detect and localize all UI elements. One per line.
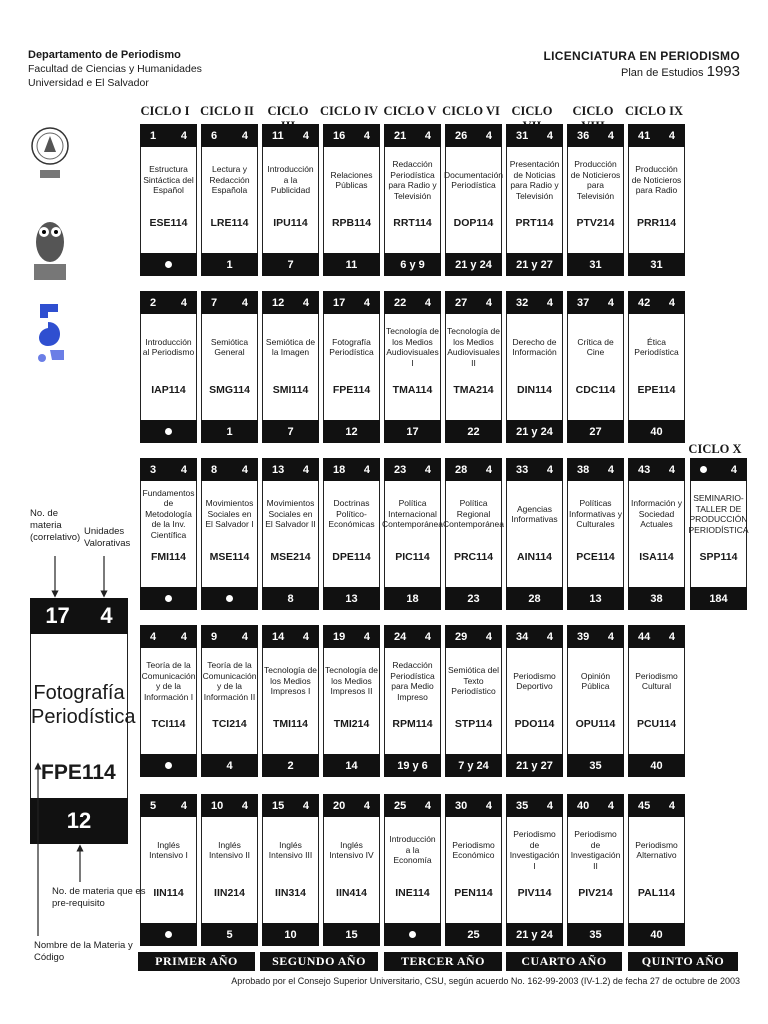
subject-credit-units: 4 xyxy=(302,630,309,643)
subject-number: 15 xyxy=(272,799,285,812)
subject-credit-units: 4 xyxy=(241,630,248,643)
subject-code: PRC114 xyxy=(453,551,494,563)
subject-number: 37 xyxy=(577,296,590,309)
subject-prerequisite: 35 xyxy=(567,923,624,946)
subject-number: 24 xyxy=(394,630,407,643)
subject-name: Inglés Intensivo III xyxy=(268,839,313,860)
subject-number: 17 xyxy=(333,296,346,309)
subject-credit-units: 4 xyxy=(424,630,431,643)
subject-number: 33 xyxy=(516,463,529,476)
subject-credit-units: 4 xyxy=(607,463,614,476)
subject-number: 25 xyxy=(394,799,407,812)
subject-name: Periodismo Alternativo xyxy=(635,839,678,860)
subject-number: 19 xyxy=(333,630,346,643)
subject-number: 27 xyxy=(455,296,468,309)
subject-number: 44 xyxy=(638,630,651,643)
subject-number: 4 xyxy=(150,630,157,643)
subject-name: Introducción a la Economía xyxy=(389,834,436,866)
subject-number: 18 xyxy=(333,463,346,476)
subject-number: 8 xyxy=(211,463,218,476)
legend-label-name-code: Nombre de la Materia y Código xyxy=(34,940,133,963)
subject-credit-units: 4 xyxy=(607,799,614,812)
year-bar-3: TERCER AÑO xyxy=(384,952,502,971)
subject-prerequisite: 21 y 24 xyxy=(506,923,563,946)
subject-code: PIC114 xyxy=(395,551,430,563)
subject-credit-units: 4 xyxy=(424,129,431,142)
legend-label-units: Unidades Valorativas xyxy=(84,526,131,549)
subject-code: EPE114 xyxy=(637,384,676,396)
subject-number: 9 xyxy=(211,630,218,643)
subject-name: Fotografía Periodística xyxy=(329,336,374,357)
subject-prerequisite: 12 xyxy=(323,420,380,443)
subject-credit-units: 4 xyxy=(180,296,187,309)
subject-name: Ética Periodística xyxy=(634,336,679,357)
subject-code: IIN414 xyxy=(336,887,367,899)
subject-code: MSE114 xyxy=(209,551,250,563)
subject-name: Teoría de la Comunicación y de la Información II xyxy=(202,660,257,702)
cycle-header-1: CICLO I xyxy=(140,104,190,118)
subject-name: Tecnología de los Medios Impresos I xyxy=(264,665,317,697)
subject-number: 29 xyxy=(455,630,468,643)
subject-prerequisite: 6 y 9 xyxy=(384,253,441,276)
subject-number: 14 xyxy=(272,630,285,643)
subject-prerequisite: 31 xyxy=(628,253,685,276)
subject-number: 32 xyxy=(516,296,529,309)
department-name: Departamento de Periodismo xyxy=(28,49,181,61)
subject-credit-units: 4 xyxy=(241,129,248,142)
subject-code: TCI114 xyxy=(151,718,186,730)
legend-subject-name: Fotografía Periodística xyxy=(31,682,136,728)
subject-name: Redacción Periodística para Radio y Televisión xyxy=(388,159,437,201)
plan-label: Plan de Estudios xyxy=(621,67,704,79)
subject-credit-units: 4 xyxy=(668,296,675,309)
subject-name: Información y Sociedad Actuales xyxy=(630,498,683,530)
subject-name: Producción de Noticieros para Televisión xyxy=(570,159,621,201)
subject-name: Periodismo Deportivo xyxy=(513,670,556,691)
subject-code: SMI114 xyxy=(272,384,309,396)
subject-number: 2 xyxy=(150,296,157,309)
subject-name: Tecnología de los Medios Audiovisuales II xyxy=(447,326,500,368)
subject-number: 45 xyxy=(638,799,651,812)
subject-prerequisite: 35 xyxy=(567,754,624,777)
legend-label-number: No. de materia (correlativo) xyxy=(30,508,81,543)
subject-code: FPE114 xyxy=(332,384,371,396)
subject-prerequisite: 8 xyxy=(262,587,319,610)
subject-code: PIV214 xyxy=(578,887,613,899)
subject-name: Inglés Intensivo I xyxy=(149,839,188,860)
subject-credit-units: 4 xyxy=(668,129,675,142)
subject-number: 16 xyxy=(333,129,346,142)
subject-credit-units: 4 xyxy=(363,463,370,476)
subject-prerequisite: 5 xyxy=(201,923,258,946)
subject-credit-units: 4 xyxy=(241,296,248,309)
subject-number: 26 xyxy=(455,129,468,142)
subject-credit-units: 4 xyxy=(668,630,675,643)
subject-name: Crítica de Cine xyxy=(577,336,614,357)
subject-name: Fundamentos de Metodología de la Inv. Científica xyxy=(142,487,195,540)
subject-code: IIN214 xyxy=(214,887,245,899)
legend-subject-number: 17 xyxy=(45,603,70,628)
subject-number: 34 xyxy=(516,630,529,643)
subject-credit-units: 4 xyxy=(424,799,431,812)
subject-code: ESE114 xyxy=(149,217,188,229)
cycle-header-3: CICLO xyxy=(267,104,309,118)
subject-number: 20 xyxy=(333,799,346,812)
subject-number: 23 xyxy=(394,463,407,476)
subject-name: Inglés Intensivo IV xyxy=(329,839,374,860)
subject-code: PEN114 xyxy=(454,887,493,899)
subject-code: PAL114 xyxy=(637,887,676,899)
subject-prerequisite: 27 xyxy=(567,420,624,443)
subject-code: SMG114 xyxy=(209,384,250,396)
subject-credit-units: 4 xyxy=(546,630,553,643)
legend-prerequisite: 12 xyxy=(30,798,128,844)
subject-code: INE114 xyxy=(395,887,430,899)
subject-code: AIN114 xyxy=(516,551,553,563)
subject-name: Periodismo de Investigación I xyxy=(509,829,560,871)
year-bar-5: QUINTO AÑO xyxy=(628,952,738,971)
subject-code: STP114 xyxy=(454,718,493,730)
year-bar-4: CUARTO AÑO xyxy=(506,952,622,971)
subject-code: TMA114 xyxy=(392,384,433,396)
cycle-header-4: CICLO IV xyxy=(320,104,378,118)
subject-prerequisite: 14 xyxy=(323,754,380,777)
subject-code: LRE114 xyxy=(210,217,249,229)
subject-code: MSE214 xyxy=(270,551,311,563)
subject-credit-units: 4 xyxy=(485,463,492,476)
subject-name: Política Regional Contemporánea xyxy=(443,498,504,530)
subject-credit-units: 4 xyxy=(546,463,553,476)
subject-prerequisite: 18 xyxy=(384,587,441,610)
subject-credit-units: 4 xyxy=(180,630,187,643)
subject-code: DIN114 xyxy=(516,384,553,396)
subject-credit-units: 4 xyxy=(302,463,309,476)
subject-prerequisite: 21 y 27 xyxy=(506,253,563,276)
subject-credit-units: 4 xyxy=(546,296,553,309)
subject-credit-units: 4 xyxy=(668,799,675,812)
subject-credit-units: 4 xyxy=(180,129,187,142)
subject-name: Periodismo de Investigación II xyxy=(570,829,621,871)
subject-code: IPU114 xyxy=(273,217,308,229)
subject-prerequisite: 21 y 27 xyxy=(506,754,563,777)
subject-code: PRR114 xyxy=(636,217,677,229)
subject-name: Semiótica General xyxy=(210,336,249,357)
subject-credit-units: 4 xyxy=(241,463,248,476)
subject-number: 21 xyxy=(394,129,407,142)
subject-name: Tecnología de los Medios Audiovisuales I xyxy=(386,326,439,368)
subject-credit-units: 4 xyxy=(302,296,309,309)
subject-number: 41 xyxy=(638,129,651,142)
subject-name: Semiótica del Texto Periodístico xyxy=(447,665,500,697)
subject-number: 36 xyxy=(577,129,590,142)
subject-prerequisite: 25 xyxy=(445,923,502,946)
subject-credit-units: 4 xyxy=(180,463,187,476)
subject-credit-units: 4 xyxy=(485,296,492,309)
subject-code: RPM114 xyxy=(392,718,433,730)
plan-year: 1993 xyxy=(706,63,740,80)
subject-code: SPP114 xyxy=(699,551,738,563)
cycle-header-9: CICLO IX xyxy=(625,104,683,118)
cycle-header-5: CICLO V xyxy=(383,104,437,118)
subject-code: IIN314 xyxy=(275,887,306,899)
subject-credit-units: 4 xyxy=(607,296,614,309)
subject-name: Doctrinas Político-Económicas xyxy=(328,498,375,530)
cycle-header-8: CICLO xyxy=(572,104,614,118)
subject-credit-units: 4 xyxy=(363,630,370,643)
subject-name: Tecnología de los Medios Impresos II xyxy=(325,665,378,697)
subject-name: Redacción Periodística para Medio Impreso xyxy=(390,660,435,702)
subject-name: Opinión Pública xyxy=(580,670,611,691)
subject-name: Periodismo Económico xyxy=(452,839,495,860)
subject-code: RRT114 xyxy=(393,217,432,229)
cycle-header-6: CICLO VI xyxy=(442,104,500,118)
subject-number: 22 xyxy=(394,296,407,309)
subject-name: Producción de Noticieros para Radio xyxy=(631,164,682,196)
subject-name: Relaciones Públicas xyxy=(330,169,373,190)
subject-credit-units: 4 xyxy=(607,129,614,142)
subject-name: Movimientos Sociales en El Salvador I xyxy=(205,498,254,530)
subject-code: TMA214 xyxy=(453,384,494,396)
subject-code: TMI214 xyxy=(333,718,370,730)
subject-prerequisite: 40 xyxy=(628,754,685,777)
subject-name: Teoría de la Comunicación y de la Información I xyxy=(141,660,196,702)
cycle-header-2: CICLO II xyxy=(200,104,254,118)
subject-name: Estructura Sintáctica del Español xyxy=(143,164,194,196)
subject-credit-units: 4 xyxy=(424,296,431,309)
subject-name: Políticas Informativas y Culturales xyxy=(569,498,622,530)
subject-code: PCU114 xyxy=(636,718,677,730)
subject-code: OPU114 xyxy=(575,718,616,730)
subject-prerequisite: 2 xyxy=(262,754,319,777)
subject-name: Agencias Informativas xyxy=(511,503,558,524)
subject-number: 35 xyxy=(516,799,529,812)
subject-number: 7 xyxy=(211,296,218,309)
subject-name: Periodismo Cultural xyxy=(635,670,678,691)
subject-number: 42 xyxy=(638,296,651,309)
subject-prerequisite: 23 xyxy=(445,587,502,610)
subject-number: 5 xyxy=(150,799,157,812)
subject-credit-units: 4 xyxy=(668,463,675,476)
subject-prerequisite: 4 xyxy=(201,754,258,777)
subject-credit-units: 4 xyxy=(485,630,492,643)
subject-prerequisite: 7 xyxy=(262,253,319,276)
subject-credit-units: 4 xyxy=(485,799,492,812)
subject-code: CDC114 xyxy=(575,384,616,396)
subject-name: Movimientos Sociales en El Salvador II xyxy=(265,498,316,530)
subject-name: Lectura y Redacción Española xyxy=(209,164,250,196)
subject-code: ISA114 xyxy=(639,551,674,563)
subject-prerequisite: 19 y 6 xyxy=(384,754,441,777)
subject-code: RPB114 xyxy=(331,217,372,229)
subject-code: PRT114 xyxy=(515,217,554,229)
faculty-name: Facultad de Ciencias y Humanidades xyxy=(28,63,202,75)
subject-number: 1 xyxy=(150,129,157,142)
subject-prerequisite: 13 xyxy=(567,587,624,610)
subject-code: DOP114 xyxy=(453,217,494,229)
subject-prerequisite: 28 xyxy=(506,587,563,610)
cycle-header-10: CICLO X xyxy=(688,442,742,456)
program-title: LICENCIATURA EN PERIODISMO xyxy=(543,49,740,63)
subject-number: 13 xyxy=(272,463,285,476)
subject-number: 31 xyxy=(516,129,529,142)
subject-number: 28 xyxy=(455,463,468,476)
subject-prerequisite: 40 xyxy=(628,420,685,443)
subject-credit-units: 4 xyxy=(180,799,187,812)
subject-code: DPE114 xyxy=(332,551,371,563)
subject-name: Documentación Periodística xyxy=(443,169,504,190)
subject-name: SEMINARIO-TALLER DE PRODUCCIÓN PERIODÍSTICA xyxy=(688,493,749,535)
subject-credit-units: 4 xyxy=(485,129,492,142)
subject-credit-units: 4 xyxy=(424,463,431,476)
subject-prerequisite: 15 xyxy=(323,923,380,946)
subject-credit-units: 4 xyxy=(241,799,248,812)
legend-credit-units: 4 xyxy=(100,603,113,628)
subject-credit-units: 4 xyxy=(302,799,309,812)
legend-label-prerequisite: No. de materia que es pre-requisito xyxy=(52,886,146,909)
cycle-header-7: CICLO xyxy=(511,104,553,118)
subject-code: PTV214 xyxy=(576,217,615,229)
subject-code: FMI114 xyxy=(150,551,187,563)
subject-number: 43 xyxy=(638,463,651,476)
subject-prerequisite: 10 xyxy=(262,923,319,946)
subject-number: 12 xyxy=(272,296,285,309)
subject-prerequisite: 17 xyxy=(384,420,441,443)
subject-prerequisite: 21 y 24 xyxy=(445,253,502,276)
subject-credit-units: 4 xyxy=(730,463,737,476)
subject-number: 30 xyxy=(455,799,468,812)
subject-prerequisite: 1 xyxy=(201,253,258,276)
subject-prerequisite: 38 xyxy=(628,587,685,610)
subject-number: 39 xyxy=(577,630,590,643)
subject-prerequisite: 22 xyxy=(445,420,502,443)
subject-credit-units: 4 xyxy=(546,129,553,142)
subject-prerequisite: 7 y 24 xyxy=(445,754,502,777)
subject-prerequisite: 40 xyxy=(628,923,685,946)
subject-code: TMI114 xyxy=(272,718,309,730)
subject-code: IAP114 xyxy=(151,384,186,396)
subject-name: Introducción a la Publicidad xyxy=(267,164,314,196)
subject-number: 10 xyxy=(211,799,224,812)
subject-code: TCI214 xyxy=(212,718,247,730)
subject-prerequisite: 21 y 24 xyxy=(506,420,563,443)
subject-prerequisite: 11 xyxy=(323,253,380,276)
subject-prerequisite: 13 xyxy=(323,587,380,610)
legend-subject-code: FPE114 xyxy=(41,761,116,784)
subject-credit-units: 4 xyxy=(363,296,370,309)
subject-credit-units: 4 xyxy=(607,630,614,643)
subject-prerequisite: 184 xyxy=(690,587,747,610)
subject-number: 6 xyxy=(211,129,218,142)
subject-credit-units: 4 xyxy=(363,799,370,812)
subject-number: 11 xyxy=(272,129,284,142)
subject-credit-units: 4 xyxy=(363,129,370,142)
subject-name: Presentación de Noticias para Radio y Televisión xyxy=(509,159,560,201)
subject-number: 3 xyxy=(150,463,157,476)
subject-name: Política Internacional Contemporánea xyxy=(382,498,443,530)
subject-name: Derecho de Información xyxy=(512,336,557,357)
approval-footer: Aprobado por el Consejo Superior Universitario, CSU, según acuerdo No. 162-99-2003 (IV-1.2) de fecha 27 de octubre de 2003 xyxy=(231,976,740,986)
year-bar-1: PRIMER AÑO xyxy=(138,952,255,971)
subject-name: Semiótica de la Imagen xyxy=(265,336,316,357)
subject-code: PCE114 xyxy=(576,551,615,563)
university-name: Universidad e El Salvador xyxy=(28,77,149,89)
subject-name: Introducción al Periodismo xyxy=(142,336,195,357)
subject-credit-units: 4 xyxy=(302,129,309,142)
subject-prerequisite: 1 xyxy=(201,420,258,443)
subject-number: 40 xyxy=(577,799,590,812)
subject-code: PIV114 xyxy=(517,887,552,899)
subject-credit-units: 4 xyxy=(546,799,553,812)
subject-number: 38 xyxy=(577,463,590,476)
subject-prerequisite: 31 xyxy=(567,253,624,276)
subject-code: IIN114 xyxy=(153,887,184,899)
subject-name: Inglés Intensivo II xyxy=(208,839,251,860)
year-bar-2: SEGUNDO AÑO xyxy=(260,952,378,971)
subject-prerequisite: 7 xyxy=(262,420,319,443)
subject-code: PDO114 xyxy=(514,718,555,730)
